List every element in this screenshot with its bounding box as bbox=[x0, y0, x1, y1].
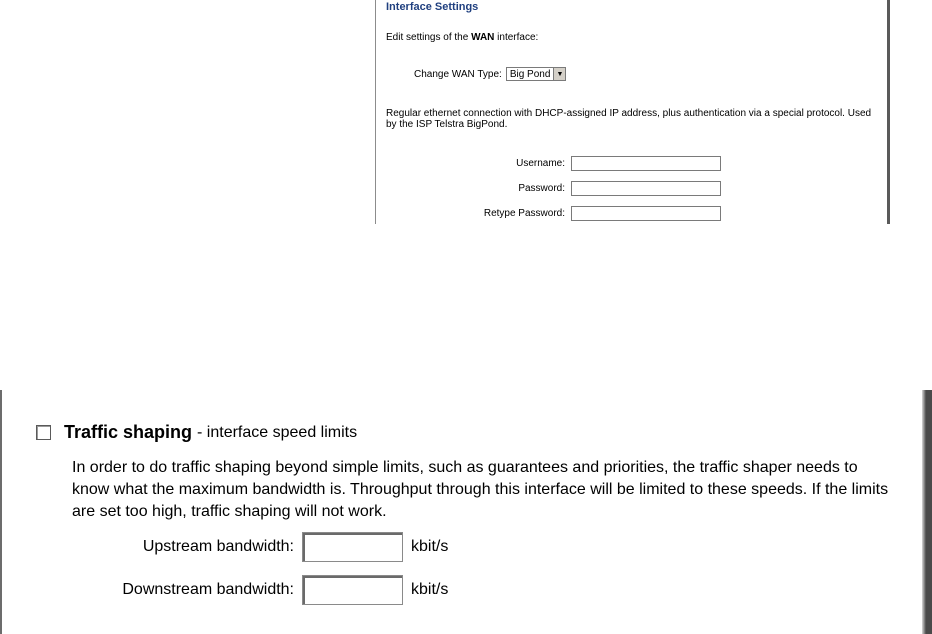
downstream-label: Downstream bandwidth: bbox=[122, 581, 294, 598]
username-row bbox=[476, 156, 721, 171]
retype-password-label: Retype Password: bbox=[483, 208, 565, 219]
username-input[interactable] bbox=[571, 156, 721, 171]
wan-type-label: Change WAN Type: bbox=[414, 68, 502, 80]
upstream-row bbox=[82, 532, 448, 562]
password-input[interactable] bbox=[571, 181, 721, 196]
username-label: Username: bbox=[516, 158, 565, 169]
wan-type-value: Big Pond bbox=[509, 68, 551, 80]
upstream-input[interactable] bbox=[302, 532, 403, 562]
downstream-input[interactable] bbox=[302, 575, 403, 605]
upstream-label: Upstream bandwidth: bbox=[142, 538, 294, 555]
intro-suffix: interface: bbox=[494, 32, 539, 43]
traffic-shaping-checkbox[interactable] bbox=[36, 425, 51, 440]
intro-text bbox=[386, 32, 538, 43]
panel-right-edge bbox=[922, 390, 932, 634]
wan-type-select[interactable] bbox=[506, 67, 567, 81]
wan-type-description: Regular ethernet connection with DHCP-assigned IP address, plus authentication via a special protocol. Used by the ISP Telstra BigPond. bbox=[386, 108, 872, 130]
upstream-unit: kbit/s bbox=[411, 538, 449, 555]
retype-password-input[interactable] bbox=[571, 206, 721, 221]
downstream-row bbox=[82, 575, 448, 605]
password-label: Password: bbox=[518, 183, 565, 194]
downstream-unit: kbit/s bbox=[411, 581, 449, 598]
section-title: Interface Settings bbox=[386, 1, 479, 13]
traffic-shaping-title: Traffic shaping bbox=[64, 422, 193, 442]
intro-prefix: Edit settings of the bbox=[386, 32, 472, 43]
traffic-shaping-subtitle: - interface speed limits bbox=[197, 423, 358, 441]
traffic-shaping-description: In order to do traffic shaping beyond simple limits, such as guarantees and priorities, the traffic shaper needs to know what the maximum bandwidth is. Throughput through this interface will be limited to these speeds. If the limits are set too high, traffic shaping will not work. bbox=[72, 459, 889, 520]
traffic-shaping-header bbox=[36, 422, 357, 443]
traffic-shaping-panel bbox=[0, 390, 932, 634]
intro-interface-name: WAN bbox=[471, 32, 495, 43]
password-row bbox=[476, 181, 721, 196]
interface-settings-panel bbox=[375, 0, 890, 224]
chevron-down-icon[interactable]: ▼ bbox=[553, 68, 565, 80]
retype-password-row bbox=[476, 206, 721, 221]
wan-type-row bbox=[414, 67, 566, 81]
